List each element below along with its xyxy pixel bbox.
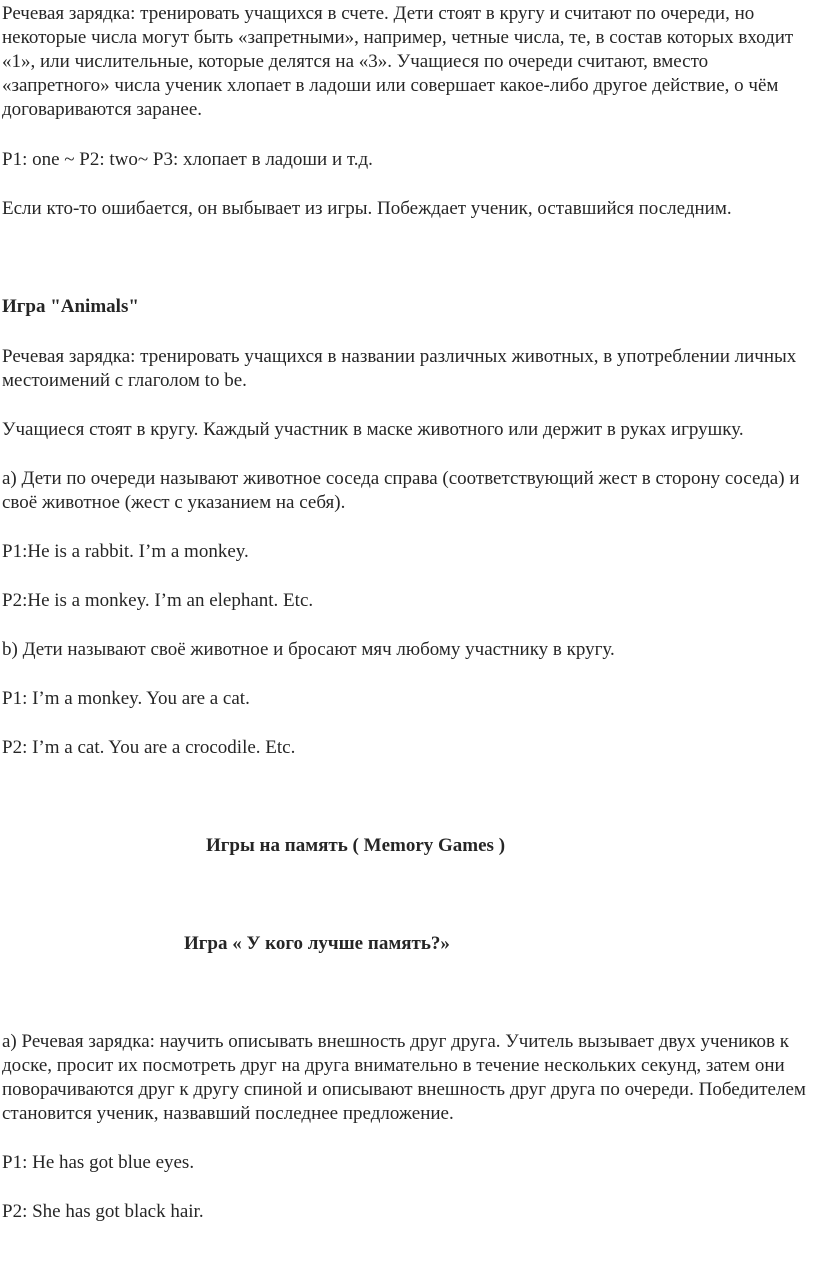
animals-setup-paragraph: Учащиеся стоят в кругу. Каждый участник в маске животного или держит в руках игрушку.	[2, 419, 744, 440]
animals-variant-a: а) Дети по очереди называют животное соседа справа (соответствующий жест в сторону соседа) и своё животное (жест с указанием на себя).	[2, 468, 800, 513]
heading-memory-game: Игра « У кого лучше память?»	[184, 933, 450, 954]
animals-intro-paragraph: Речевая зарядка: тренировать учащихся в названии различных животных, в употреблении личных местоимений с глаголом to be.	[2, 346, 797, 391]
document-body	[2, 0, 810, 1224]
example-line: P1:He is a rabbit. I’m a monkey.	[2, 541, 249, 562]
example-line: P2:He is a monkey. I’m an elephant. Etc.	[2, 590, 314, 611]
example-line: P2: I’m a cat. You are a crocodile. Etc.	[2, 737, 296, 758]
heading-animals: Игра "Animals"	[2, 296, 139, 317]
example-line: P1: I’m a monkey. You are a cat.	[2, 688, 250, 709]
rule-paragraph: Если кто-то ошибается, он выбывает из игры. Побеждает ученик, оставшийся последним.	[2, 198, 732, 219]
intro-paragraph: Речевая зарядка: тренировать учащихся в счете. Дети стоят в кругу и считают по очереди, но некоторые числа могут быть «запретными», например, четные числа, те, в состав которых входит «1», или числительные, которые делятся на «3». Учащиеся по очереди считают, вместо «запретного» числа ученик хлопает в ладоши или совершает какое-либо другое действие, о чём договариваются заранее.	[2, 3, 794, 120]
example-counting: P1: one ~ P2: two~ P3: хлопает в ладоши и т.д.	[2, 149, 373, 170]
example-line: P1: He has got blue eyes.	[2, 1152, 195, 1173]
memory-game-paragraph: а) Речевая зарядка: научить описывать внешность друг друга. Учитель вызывает двух учеников к доске, просит их посмотреть друг на друга внимательно в течение нескольких секунд, затем они поворачиваются друг к другу спиной и описывают внешность друг друга по очереди. Победителем становится ученик, назвавший последнее предложение.	[2, 1031, 806, 1124]
example-line: P2: She has got black hair.	[2, 1201, 204, 1222]
heading-memory-games: Игры на память ( Memory Games )	[206, 835, 506, 856]
animals-variant-b: b) Дети называют своё животное и бросают мяч любому участнику в кругу.	[2, 639, 615, 660]
